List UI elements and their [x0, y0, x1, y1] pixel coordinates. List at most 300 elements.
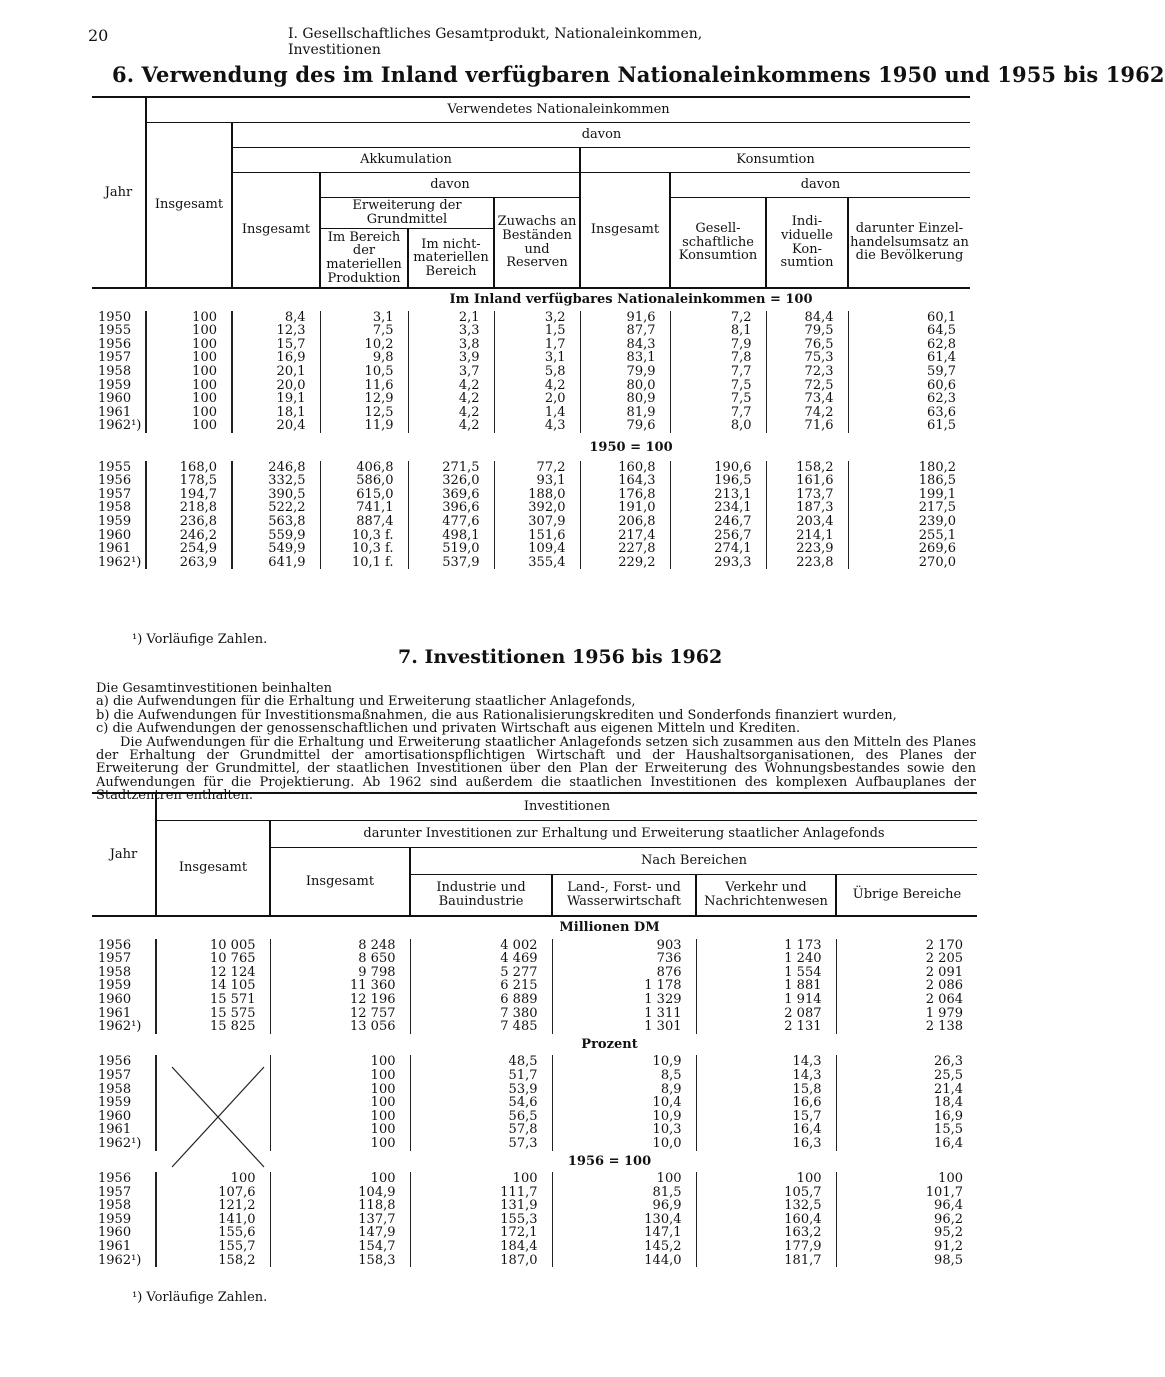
- table-cell: 16,3: [696, 1137, 836, 1151]
- row-year: 1958: [98, 1081, 132, 1097]
- table-cell: 522,2: [232, 501, 320, 515]
- row-year: 1959: [98, 513, 132, 529]
- t7-intro-line: a) die Aufwendungen für die Erhaltung und Erweiterung staatlicher Anlagefonds,: [96, 694, 636, 710]
- row-year: 1960: [98, 391, 132, 407]
- table-cell: 355,4: [494, 556, 580, 570]
- table-cell: 227,8: [580, 542, 670, 556]
- table-cell: 154,7: [270, 1240, 410, 1254]
- t7-section3-label: 1956 = 100: [567, 1153, 652, 1169]
- table-cell: 615,0: [320, 488, 408, 502]
- table-cell: 172,1: [410, 1226, 552, 1240]
- table-cell: 96,9: [552, 1199, 696, 1213]
- table-cell: 180,2: [848, 461, 970, 475]
- t6-head-insgesamt: Insgesamt: [146, 123, 232, 289]
- row-year: 1957: [98, 1184, 132, 1200]
- table-cell: 10,9: [552, 1055, 696, 1069]
- table-cell: 214,1: [766, 529, 848, 543]
- table-cell: 107,6: [156, 1186, 270, 1200]
- table-cell: 246,8: [232, 461, 320, 475]
- table-row: [92, 365, 970, 379]
- table-row: [92, 1226, 977, 1240]
- table-cell: 26,3: [836, 1055, 977, 1069]
- table-cell: 1 914: [696, 993, 836, 1007]
- page-number: 20: [88, 26, 109, 45]
- table-cell: 4,2: [408, 379, 494, 393]
- row-year: 1962¹): [98, 418, 142, 434]
- row-year: 1958: [98, 363, 132, 379]
- table-cell: 100: [552, 1172, 696, 1186]
- table-cell: 57,3: [410, 1137, 552, 1151]
- table-cell: 1 173: [696, 939, 836, 953]
- table-cell: 537,9: [408, 556, 494, 570]
- row-year: 1959: [98, 1211, 132, 1227]
- table-cell: 173,7: [766, 488, 848, 502]
- table-cell: 1 240: [696, 952, 836, 966]
- table-cell: 80,9: [580, 392, 670, 406]
- row-year: 1962¹): [98, 1135, 142, 1151]
- table-cell: 390,5: [232, 488, 320, 502]
- table-cell: 6 889: [410, 993, 552, 1007]
- table-row: [92, 529, 970, 543]
- table-cell: 96,4: [836, 1199, 977, 1213]
- table-cell: 3,2: [494, 311, 580, 325]
- t7-head-insgesamt: Insgesamt: [156, 821, 270, 917]
- table-cell: 2,1: [408, 311, 494, 325]
- row-year: 1958: [98, 964, 132, 980]
- table-cell: 11 360: [270, 979, 410, 993]
- table-cell: 1 329: [552, 993, 696, 1007]
- table-cell: 93,1: [494, 474, 580, 488]
- table-cell: 12,5: [320, 406, 408, 420]
- table-cell: 151,6: [494, 529, 580, 543]
- table-cell: 14 105: [156, 979, 270, 993]
- table-cell: 903: [552, 939, 696, 953]
- table-cell: 218,8: [146, 501, 232, 515]
- table-cell: 16,4: [836, 1137, 977, 1151]
- table-cell: 111,7: [410, 1186, 552, 1200]
- table-cell: 81,5: [552, 1186, 696, 1200]
- table-row: [92, 1007, 977, 1021]
- table-cell: 60,6: [848, 379, 970, 393]
- row-year: 1959: [98, 1095, 132, 1111]
- table-cell: 56,5: [410, 1110, 552, 1124]
- table-cell: 8 650: [270, 952, 410, 966]
- table-cell: 100: [146, 379, 232, 393]
- table-cell: 1 301: [552, 1020, 696, 1034]
- table-cell: 7,5: [320, 324, 408, 338]
- table-cell: 199,1: [848, 488, 970, 502]
- table-cell: 741,1: [320, 501, 408, 515]
- table-cell: 10,5: [320, 365, 408, 379]
- t6-head-gesell: Gesell-schaftliche Konsumtion: [670, 198, 766, 289]
- table-cell: 2 138: [836, 1020, 977, 1034]
- table-cell: 83,1: [580, 351, 670, 365]
- table-cell: 217,5: [848, 501, 970, 515]
- table-cell: 3,1: [494, 351, 580, 365]
- table-row: [92, 338, 970, 352]
- table-cell: 61,4: [848, 351, 970, 365]
- table-cell: 4 469: [410, 952, 552, 966]
- table-row: [92, 1240, 977, 1254]
- table-cell: 105,7: [696, 1186, 836, 1200]
- t7-body1: [92, 939, 977, 1034]
- t7-body3: [92, 1172, 977, 1267]
- table-cell: 100: [270, 1123, 410, 1137]
- table-cell: 332,5: [232, 474, 320, 488]
- row-year: 1956: [98, 937, 132, 953]
- table-cell: 164,3: [580, 474, 670, 488]
- table-row: [92, 406, 970, 420]
- t6-head-konsumtion: Konsumtion: [580, 148, 970, 173]
- table-cell: 15,8: [696, 1083, 836, 1097]
- table-cell: 72,5: [766, 379, 848, 393]
- table-cell: 72,3: [766, 365, 848, 379]
- table-cell: 84,4: [766, 311, 848, 325]
- table-cell: 563,8: [232, 515, 320, 529]
- t6-head-akkumulation: Akkumulation: [232, 148, 580, 173]
- table-row: [92, 311, 970, 325]
- table-cell: 64,5: [848, 324, 970, 338]
- table-row: [92, 392, 970, 406]
- t7-footnote: ¹) Vorläufige Zahlen.: [132, 1290, 268, 1305]
- table-cell: 100: [146, 351, 232, 365]
- table-cell: 1,7: [494, 338, 580, 352]
- table-cell: 270,0: [848, 556, 970, 570]
- table-cell: 559,9: [232, 529, 320, 543]
- table-cell: 91,6: [580, 311, 670, 325]
- table-cell: 163,2: [696, 1226, 836, 1240]
- table7: [92, 792, 977, 1267]
- table-cell: 191,0: [580, 501, 670, 515]
- table-cell: 254,9: [146, 542, 232, 556]
- table-cell: 100: [156, 1172, 270, 1186]
- row-year: 1961: [98, 1122, 132, 1138]
- table-cell: 736: [552, 952, 696, 966]
- table-cell: 14,3: [696, 1055, 836, 1069]
- table-cell: 246,7: [670, 515, 766, 529]
- t6-head-erweiterung: Erweiterung der Grundmittel: [320, 198, 494, 229]
- table-cell: 145,2: [552, 1240, 696, 1254]
- t7-head-land: Land-, Forst- und Wasserwirtschaft: [552, 875, 696, 917]
- table-cell: 158,2: [156, 1254, 270, 1268]
- table-cell: 217,4: [580, 529, 670, 543]
- t7-head-jahr: Jahr: [109, 846, 138, 862]
- table-cell: 63,6: [848, 406, 970, 420]
- table-cell: 7,7: [670, 365, 766, 379]
- table-cell: 16,9: [836, 1110, 977, 1124]
- table-row: [92, 939, 977, 953]
- row-year: 1962¹): [98, 1252, 142, 1268]
- table-cell: 641,9: [232, 556, 320, 570]
- table-cell: 100: [146, 311, 232, 325]
- table-cell: 2 064: [836, 993, 977, 1007]
- table-cell: 20,0: [232, 379, 320, 393]
- t6-section1-label: Im Inland verfügbares Nationaleinkommen = 100: [449, 292, 813, 307]
- table-cell: 2,0: [494, 392, 580, 406]
- row-year: 1962¹): [98, 554, 142, 570]
- table-cell: 7 485: [410, 1020, 552, 1034]
- table-cell: 62,3: [848, 392, 970, 406]
- table-cell: 87,7: [580, 324, 670, 338]
- table-cell: 100: [146, 406, 232, 420]
- table-cell: 3,8: [408, 338, 494, 352]
- table-cell: 7 380: [410, 1007, 552, 1021]
- table-cell: 234,1: [670, 501, 766, 515]
- table-cell: 7,7: [670, 406, 766, 420]
- table-cell: 16,9: [232, 351, 320, 365]
- row-year: 1956: [98, 1171, 132, 1187]
- row-year: 1960: [98, 991, 132, 1007]
- t6-head-indiv: Indi-viduelle Kon-sumtion: [766, 198, 848, 289]
- table-cell: 81,9: [580, 406, 670, 420]
- t6-section2-label: 1950 = 100: [589, 439, 673, 455]
- page-header: [88, 26, 778, 58]
- t7-head-nach-bereichen: Nach Bereichen: [410, 848, 977, 875]
- table-cell: 10 005: [156, 939, 270, 953]
- table-cell: 176,8: [580, 488, 670, 502]
- table-cell: 255,1: [848, 529, 970, 543]
- table-cell: 194,7: [146, 488, 232, 502]
- table-cell: 1 311: [552, 1007, 696, 1021]
- table-cell: 4,2: [408, 419, 494, 433]
- row-year: 1956: [98, 1054, 132, 1070]
- table-cell: 155,7: [156, 1240, 270, 1254]
- table-cell: 7,2: [670, 311, 766, 325]
- table-cell: 77,2: [494, 461, 580, 475]
- table-cell: 100: [270, 1096, 410, 1110]
- t6-head-im-nichtmat: Im nicht-materiellen Bereich: [408, 229, 494, 289]
- t6-head-kons-davon: davon: [670, 173, 970, 198]
- table-cell: 132,5: [696, 1199, 836, 1213]
- table-cell: 73,4: [766, 392, 848, 406]
- table-cell: 274,1: [670, 542, 766, 556]
- table-cell: 263,9: [146, 556, 232, 570]
- table-cell: 9,8: [320, 351, 408, 365]
- table-cell: 4,2: [408, 406, 494, 420]
- table-cell: 12,3: [232, 324, 320, 338]
- table-cell: 369,6: [408, 488, 494, 502]
- table-cell: 98,5: [836, 1254, 977, 1268]
- table-cell: 100: [270, 1172, 410, 1186]
- table-cell: 100: [146, 324, 232, 338]
- table-cell: 79,9: [580, 365, 670, 379]
- table-cell: 71,6: [766, 419, 848, 433]
- t6-head-davon: davon: [232, 123, 970, 148]
- table-cell: 15 571: [156, 993, 270, 1007]
- table-cell: 158,3: [270, 1254, 410, 1268]
- t7-head-investitionen: Investitionen: [156, 793, 977, 821]
- row-year: 1958: [98, 1198, 132, 1214]
- table-cell: 147,1: [552, 1226, 696, 1240]
- table-cell: 196,5: [670, 474, 766, 488]
- table-cell: 18,1: [232, 406, 320, 420]
- table-cell: 12 124: [156, 966, 270, 980]
- table-cell: 100: [270, 1083, 410, 1097]
- table-row: [92, 351, 970, 365]
- table-cell: 16,4: [696, 1123, 836, 1137]
- table-cell: 7,5: [670, 392, 766, 406]
- table-cell: 10,3: [552, 1123, 696, 1137]
- table-cell: 184,4: [410, 1240, 552, 1254]
- table-cell: 203,4: [766, 515, 848, 529]
- table-cell: 3,3: [408, 324, 494, 338]
- table-cell: 100: [146, 365, 232, 379]
- table-cell: 79,5: [766, 324, 848, 338]
- table-cell: 187,0: [410, 1254, 552, 1268]
- t6-head-akk-insgesamt: Insgesamt: [232, 173, 320, 289]
- table-cell: 406,8: [320, 461, 408, 475]
- t7-section1-label: Millionen DM: [559, 920, 660, 935]
- table-cell: 100: [836, 1172, 977, 1186]
- table-cell: 57,8: [410, 1123, 552, 1137]
- table-cell: 396,6: [408, 501, 494, 515]
- table-cell: 392,0: [494, 501, 580, 515]
- table-cell: 10,9: [552, 1110, 696, 1124]
- table-cell: 53,9: [410, 1083, 552, 1097]
- table-cell: 10,4: [552, 1096, 696, 1110]
- t6-body2: [92, 461, 970, 570]
- table-cell: 101,7: [836, 1186, 977, 1200]
- table-cell: 7,5: [670, 379, 766, 393]
- row-year: 1961: [98, 541, 132, 557]
- t7-head-verkehr: Verkehr und Nachrichtenwesen: [696, 875, 836, 917]
- table-row: [92, 993, 977, 1007]
- table-row: [92, 979, 977, 993]
- t7-intro: [96, 682, 976, 803]
- table-cell: 15,7: [696, 1110, 836, 1124]
- table-cell: 239,0: [848, 515, 970, 529]
- table-cell: 2 091: [836, 966, 977, 980]
- table-cell: 10 765: [156, 952, 270, 966]
- t7-head-dar-insgesamt: Insgesamt: [270, 848, 410, 917]
- t6-head-verwendetes: Verwendetes Nationaleinkommen: [146, 97, 970, 123]
- table-cell: 59,7: [848, 365, 970, 379]
- t7-intro-line: c) die Aufwendungen der genossenschaftlichen und privaten Wirtschaft aus eigenen Mitteln und Krediten.: [96, 721, 801, 737]
- table-cell: 25,5: [836, 1069, 977, 1083]
- table-cell: 6 215: [410, 979, 552, 993]
- table-cell: 7,8: [670, 351, 766, 365]
- table-cell: 147,9: [270, 1226, 410, 1240]
- table-cell: 10,0: [552, 1137, 696, 1151]
- table-cell: 293,3: [670, 556, 766, 570]
- row-year: 1957: [98, 951, 132, 967]
- table-cell: 13 056: [270, 1020, 410, 1034]
- table-row: [92, 966, 977, 980]
- table-cell: 1,5: [494, 324, 580, 338]
- row-year: 1961: [98, 1239, 132, 1255]
- table-cell: 2 087: [696, 1007, 836, 1021]
- table-cell: 1 178: [552, 979, 696, 993]
- table-cell: 8,4: [232, 311, 320, 325]
- table-cell: 213,1: [670, 488, 766, 502]
- table-cell: 2 131: [696, 1020, 836, 1034]
- t6-head-akk-davon: davon: [320, 173, 580, 198]
- t6-footnote: ¹) Vorläufige Zahlen.: [132, 632, 268, 647]
- table6: [92, 96, 970, 569]
- table-cell: 586,0: [320, 474, 408, 488]
- table-cell: 75,3: [766, 351, 848, 365]
- table-row: [92, 1254, 977, 1268]
- table-cell: 3,1: [320, 311, 408, 325]
- table-cell: 118,8: [270, 1199, 410, 1213]
- table-cell: 11,9: [320, 419, 408, 433]
- table-row: [92, 542, 970, 556]
- table-cell: 12 196: [270, 993, 410, 1007]
- table-cell: 100: [696, 1172, 836, 1186]
- table-row: [92, 556, 970, 570]
- table-cell: 121,2: [156, 1199, 270, 1213]
- table-cell: 307,9: [494, 515, 580, 529]
- table-cell: 19,1: [232, 392, 320, 406]
- table-cell: 15 575: [156, 1007, 270, 1021]
- t7-head-darunter: darunter Investitionen zur Erhaltung und Erweiterung staatlicher Anlagefonds: [270, 821, 977, 848]
- table-cell: 74,2: [766, 406, 848, 420]
- table-cell: 10,1 f.: [320, 556, 408, 570]
- table-cell: 95,2: [836, 1226, 977, 1240]
- table-cell: 79,6: [580, 419, 670, 433]
- row-year: 1958: [98, 500, 132, 516]
- table-row: [92, 419, 970, 433]
- row-year: 1956: [98, 473, 132, 489]
- table-cell: 256,7: [670, 529, 766, 543]
- table-cell: 223,8: [766, 556, 848, 570]
- t6-head-einzelhandel: darunter Einzel-handelsumsatz an die Bevölkerung: [848, 198, 970, 289]
- table-cell: 10,3 f.: [320, 542, 408, 556]
- table-cell: 2 170: [836, 939, 977, 953]
- table-cell: 137,7: [270, 1213, 410, 1227]
- table-row: [92, 1172, 977, 1186]
- table-cell: 187,3: [766, 501, 848, 515]
- table-cell: 54,6: [410, 1096, 552, 1110]
- table-cell: 14,3: [696, 1069, 836, 1083]
- t7-intro-line: Die Gesamtinvestitionen beinhalten: [96, 681, 332, 696]
- t6-body1: [92, 311, 970, 433]
- table-cell: 76,5: [766, 338, 848, 352]
- table-cell: 4,2: [408, 392, 494, 406]
- table-cell: 4 002: [410, 939, 552, 953]
- table-cell: 1 554: [696, 966, 836, 980]
- table-cell: 168,0: [146, 461, 232, 475]
- table-cell: 141,0: [156, 1213, 270, 1227]
- table-cell: 1 979: [836, 1007, 977, 1021]
- table-cell: 206,8: [580, 515, 670, 529]
- t7-section2-label: Prozent: [581, 1036, 638, 1052]
- table-cell: 15,5: [836, 1123, 977, 1137]
- table-cell: 100: [146, 338, 232, 352]
- table-cell: 326,0: [408, 474, 494, 488]
- t7-intro-paragraph: Die Aufwendungen für die Erhaltung und Erweiterung staatlicher Anlagefonds setzen sich zusammen aus den Mitteln des Planes der Erhaltung der Grundmittel der amortisationspflichtigen Wirtschaft und der Haushaltsorganisationen, des Planes der Erweiterung der Grundmittel, der staatlichen Investitionen über den Plan der Erweiterung des Wohnungsbestandes sowie den Aufwendungen für die Projektierung. Ab 1962 sind außerdem die staatlichen Investitionen des komplexen Aufbauplanes der Stadtzentren enthalten.: [96, 734, 976, 804]
- table-cell: 9 798: [270, 966, 410, 980]
- row-year: 1960: [98, 1225, 132, 1241]
- table-cell: 100: [270, 1069, 410, 1083]
- table-cell: 131,9: [410, 1199, 552, 1213]
- table-cell: 16,6: [696, 1096, 836, 1110]
- table-cell: 5 277: [410, 966, 552, 980]
- table-cell: 11,6: [320, 379, 408, 393]
- table-cell: 21,4: [836, 1083, 977, 1097]
- row-year: 1957: [98, 486, 132, 502]
- table-cell: 186,5: [848, 474, 970, 488]
- table-cell: 100: [270, 1110, 410, 1124]
- table-cell: 100: [270, 1137, 410, 1151]
- table-row: [92, 461, 970, 475]
- table-cell: 100: [146, 419, 232, 433]
- row-year: 1955: [98, 459, 132, 475]
- table-cell: 246,2: [146, 529, 232, 543]
- table-cell: 1,4: [494, 406, 580, 420]
- table-cell: 3,7: [408, 365, 494, 379]
- row-year: 1962¹): [98, 1019, 142, 1035]
